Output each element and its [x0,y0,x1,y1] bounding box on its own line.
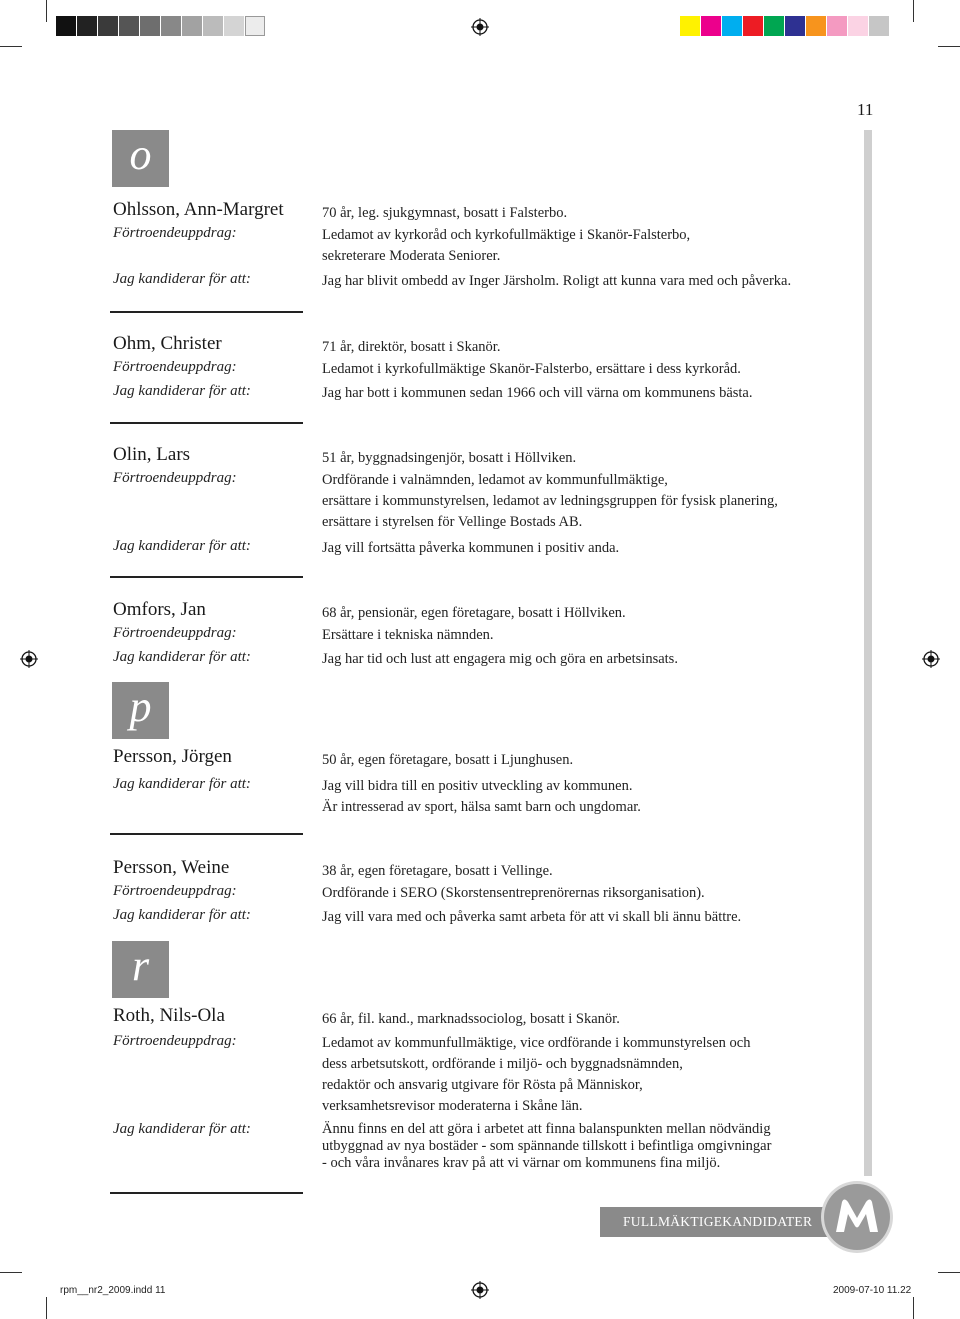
assignments-row [113,1031,853,1119]
moderaterna-m-logo-icon [824,1184,890,1250]
running-for-label: Jag kandiderar för att: [113,383,251,399]
running-for-value: Jag vill vara med och påverka samt arbeta för att vi skall bli ännu bättre. [322,909,742,925]
running-for-row [113,536,853,560]
running-for-label: Jag kandiderar för att: [113,1121,251,1137]
candidate-info: 38 år, egen företagare, bosatt i Vellinge. [322,863,553,879]
running-for-value: Jag vill fortsätta påverka kommunen i positiv anda. [322,540,620,556]
candidate-name: Roth, Nils-Ola [113,1005,225,1026]
running-for-value: Jag har bott i kommunen sedan 1966 och vill värna om kommunens bästa. [322,385,753,401]
candidate-entry [113,1005,853,1171]
assignments-row [113,223,853,269]
divider-rule [110,311,303,313]
page-number: 11 [857,100,874,119]
footer-section-label: FULLMÄKTIGEKANDIDATER [600,1207,840,1237]
assignments-label: Förtroendeuppdrag: [113,883,237,899]
running-for-label: Jag kandiderar för att: [113,776,251,792]
registration-mark-icon [471,18,489,36]
candidate-name: Ohlsson, Ann-Margret [113,199,284,220]
running-for-row [113,774,853,815]
section-letter-o: o [112,130,169,187]
candidate-info: 50 år, egen företagare, bosatt i Ljunghusen. [322,752,574,768]
candidate-info: 51 år, byggnadsingenjör, bosatt i Höllviken. [322,450,577,466]
running-for-label: Jag kandiderar för att: [113,649,251,665]
side-bar-decoration [864,130,872,1176]
candidate-entry [113,444,853,560]
assignments-label: Förtroendeuppdrag: [113,1033,237,1049]
running-for-value: Jag har blivit ombedd av Inger Järsholm. Roligt att kunna vara med och påverka. [322,273,792,289]
candidate-name: Ohm, Christer [113,333,222,354]
running-for-label: Jag kandiderar för att: [113,907,251,923]
assignments-value: Ordförande i SERO (Skorstensentreprenörernas riksorganisation). [322,885,705,901]
candidate-entry [113,599,853,671]
divider-rule [110,576,303,578]
section-letter-p: p [112,682,169,739]
assignments-value: Ledamot av kommunfullmäktige, vice ordförande i kommunstyrelsen och dess arbetsutskott, ordförande i miljö- och byggnadsnämnden, redaktör och ansvarig utgivare för Rösta på Människor, verksamhetsrevisor moderaterna i Skåne län. [322,1035,751,1114]
divider-rule [110,422,303,424]
assignments-label: Förtroendeuppdrag: [113,470,237,486]
slug-timestamp: 2009-07-10 11.22 [833,1285,912,1296]
assignments-row [113,468,853,536]
running-for-label: Jag kandiderar för att: [113,271,251,287]
running-for-row [113,1119,853,1171]
assignments-value: Ersättare i tekniska nämnden. [322,627,494,643]
candidate-info: 71 år, direktör, bosatt i Skanör. [322,339,501,355]
candidate-name: Persson, Weine [113,857,230,878]
running-for-value: Ännu finns en del att göra i arbetet att finna balanspunkten mellan nödvändig utbyggnad av nya bostäder - som spännande tillskott i befintliga omgivningar - och våra invånares krav på att vi värnar om kommunens fina miljö. [322,1121,772,1171]
running-for-value: Jag har tid och lust att engagera mig och göra en arbetsinsats. [322,651,678,667]
slug-filename: rpm__nr2_2009.indd 11 [60,1285,166,1296]
assignments-row [113,357,853,381]
running-for-value: Jag vill bidra till en positiv utveckling av kommunen. Är intresserad av sport, hälsa samt barn och ungdomar. [322,778,641,815]
candidate-info: 70 år, leg. sjukgymnast, bosatt i Falsterbo. [322,205,568,221]
assignments-value: Ordförande i valnämnden, ledamot av kommunfullmäktige, ersättare i kommunstyrelsen, ledamot av ledningsgruppen för fysisk planering, ersättare i styrelsen för Vellinge Bostads AB. [322,472,778,530]
candidate-info: 68 år, pensionär, egen företagare, bosatt i Höllviken. [322,605,626,621]
assignments-label: Förtroendeuppdrag: [113,359,237,375]
candidate-entry [113,333,853,405]
running-for-row [113,905,853,929]
section-letter-r: r [112,941,169,998]
candidate-entry [113,857,853,929]
candidate-info: 66 år, fil. kand., marknadssociolog, bosatt i Skanör. [322,1011,620,1027]
registration-mark-icon [922,650,940,668]
running-for-row [113,269,853,293]
candidate-header [113,199,853,223]
assignments-row [113,881,853,905]
assignments-row [113,623,853,647]
candidate-name: Persson, Jörgen [113,746,232,767]
assignments-value: Ledamot i kyrkofullmäktige Skanör-Falsterbo, ersättare i dess kyrkoråd. [322,361,741,377]
candidate-name: Olin, Lars [113,444,191,465]
registration-mark-icon [20,650,38,668]
running-for-row [113,381,853,405]
divider-rule [110,1192,303,1194]
candidate-entry [113,199,853,293]
candidate-name: Omfors, Jan [113,599,206,620]
divider-rule [110,833,303,835]
registration-mark-icon [471,1281,489,1299]
candidate-entry [113,746,853,815]
assignments-label: Förtroendeuppdrag: [113,225,237,241]
assignments-value: Ledamot av kyrkoråd och kyrkofullmäktige i Skanör-Falsterbo, sekreterare Moderata Seniorer. [322,227,691,264]
running-for-row [113,647,853,671]
running-for-label: Jag kandiderar för att: [113,538,251,554]
assignments-label: Förtroendeuppdrag: [113,625,237,641]
